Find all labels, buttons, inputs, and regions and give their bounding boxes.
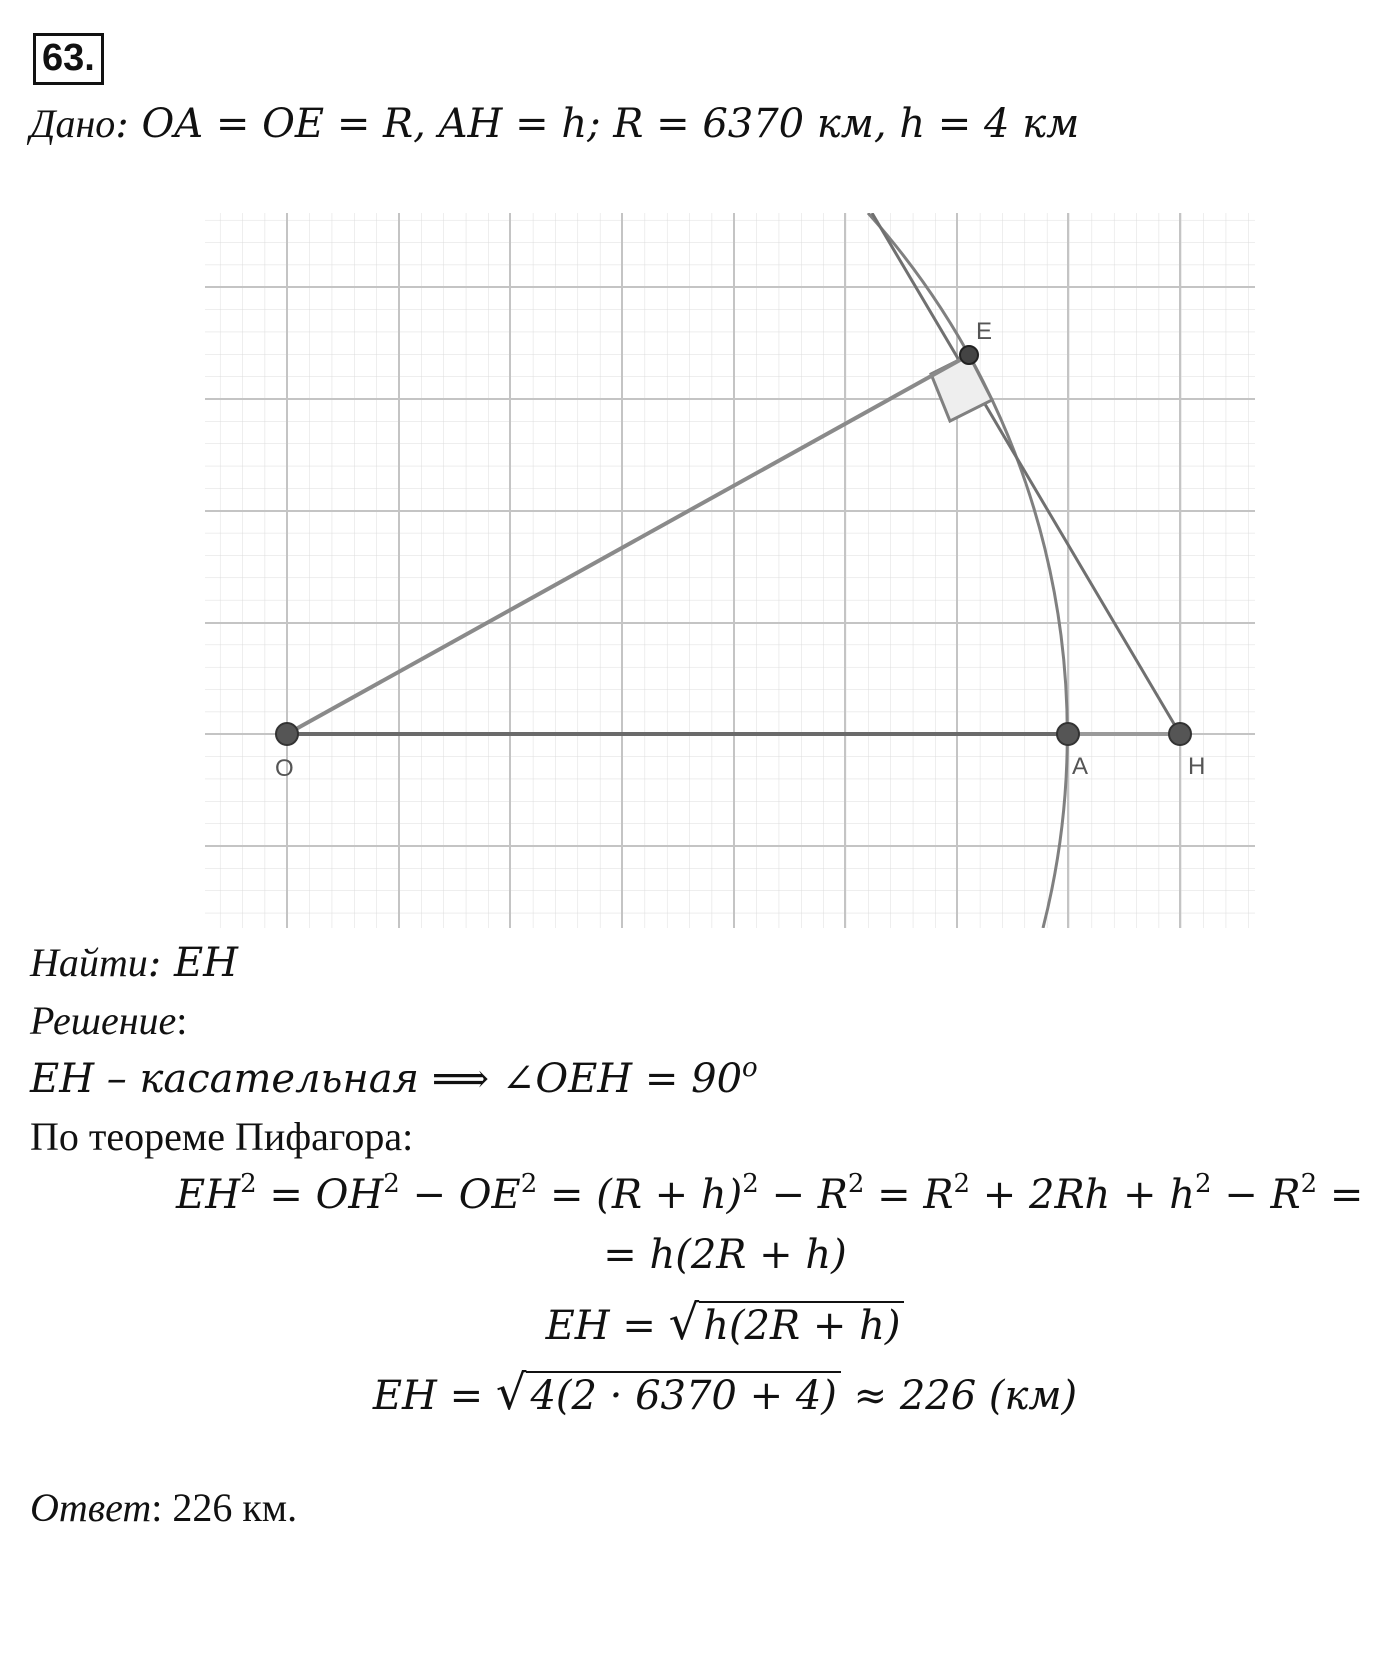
- sqrt-icon: √: [495, 1365, 527, 1421]
- eq1-exp: 2: [1195, 1169, 1212, 1199]
- answer-label: Ответ: [30, 1485, 152, 1530]
- given-text: : OA = OE = R, AH = h; R = 6370 км, h = 4 км: [115, 101, 1080, 147]
- eq1-term: + 2Rh + h: [970, 1172, 1196, 1218]
- solution-line-1: [30, 1055, 758, 1103]
- eq1-exp: 2: [953, 1169, 971, 1199]
- solution-label: Решение: [30, 998, 177, 1043]
- equation-3: [25, 1295, 1400, 1351]
- eq1-exp: 2: [383, 1169, 400, 1199]
- eq1-term: = OH: [256, 1172, 384, 1218]
- problem-number: 63.: [33, 33, 104, 85]
- eq1-exp: 2: [240, 1169, 257, 1199]
- point-E: [960, 346, 978, 364]
- point-H: [1169, 723, 1191, 745]
- eq1-term: − R: [1211, 1172, 1301, 1218]
- label-A: A: [1072, 753, 1089, 780]
- solution-line-2: По теореме Пифагора:: [30, 1114, 414, 1159]
- eq1-term: = (R + h): [537, 1172, 743, 1218]
- degree-mark: o: [742, 1053, 758, 1083]
- eq1-exp: 2: [1300, 1169, 1318, 1199]
- given-line: [30, 100, 1079, 148]
- equation-4: [25, 1365, 1400, 1421]
- find-text: : EH: [147, 940, 239, 986]
- sqrt-icon: √: [668, 1295, 700, 1351]
- given-label: Дано: [30, 101, 116, 146]
- eq4-radicand: 4(2 · 6370 + 4): [526, 1371, 840, 1419]
- eq1-exp: 2: [847, 1169, 865, 1199]
- tangent-statement: EH – касательная ⟹ ∠OEH = 90: [30, 1056, 743, 1102]
- equation-2: = h(2R + h): [603, 1232, 847, 1278]
- point-O: [276, 723, 298, 745]
- label-H: H: [1188, 753, 1206, 780]
- solution-colon: :: [176, 998, 188, 1043]
- find-line: [30, 939, 238, 987]
- eq1-term: EH: [176, 1172, 241, 1218]
- eq1-term: − R: [758, 1172, 848, 1218]
- minor-grid: [205, 213, 1255, 928]
- eq3-radicand: h(2R + h): [699, 1301, 904, 1349]
- find-label: Найти: [30, 940, 148, 985]
- answer-line: [30, 1484, 297, 1532]
- eq1-term: = R: [864, 1172, 954, 1218]
- label-O: O: [275, 755, 294, 782]
- eq1-exp: 2: [520, 1169, 538, 1199]
- point-A: [1057, 723, 1079, 745]
- label-E: E: [976, 318, 993, 345]
- eq3-left: EH =: [545, 1303, 669, 1349]
- eq4-left: EH =: [372, 1373, 496, 1419]
- solution-heading: [30, 997, 187, 1045]
- eq4-right: ≈ 226 (км): [840, 1373, 1078, 1419]
- eq1-term: =: [1317, 1172, 1364, 1218]
- eq1-term: − OE: [399, 1172, 521, 1218]
- eq1-exp: 2: [742, 1169, 759, 1199]
- equation-1: [176, 1171, 1363, 1219]
- geometry-figure: [205, 213, 1255, 928]
- answer-text: : 226 км.: [151, 1485, 298, 1530]
